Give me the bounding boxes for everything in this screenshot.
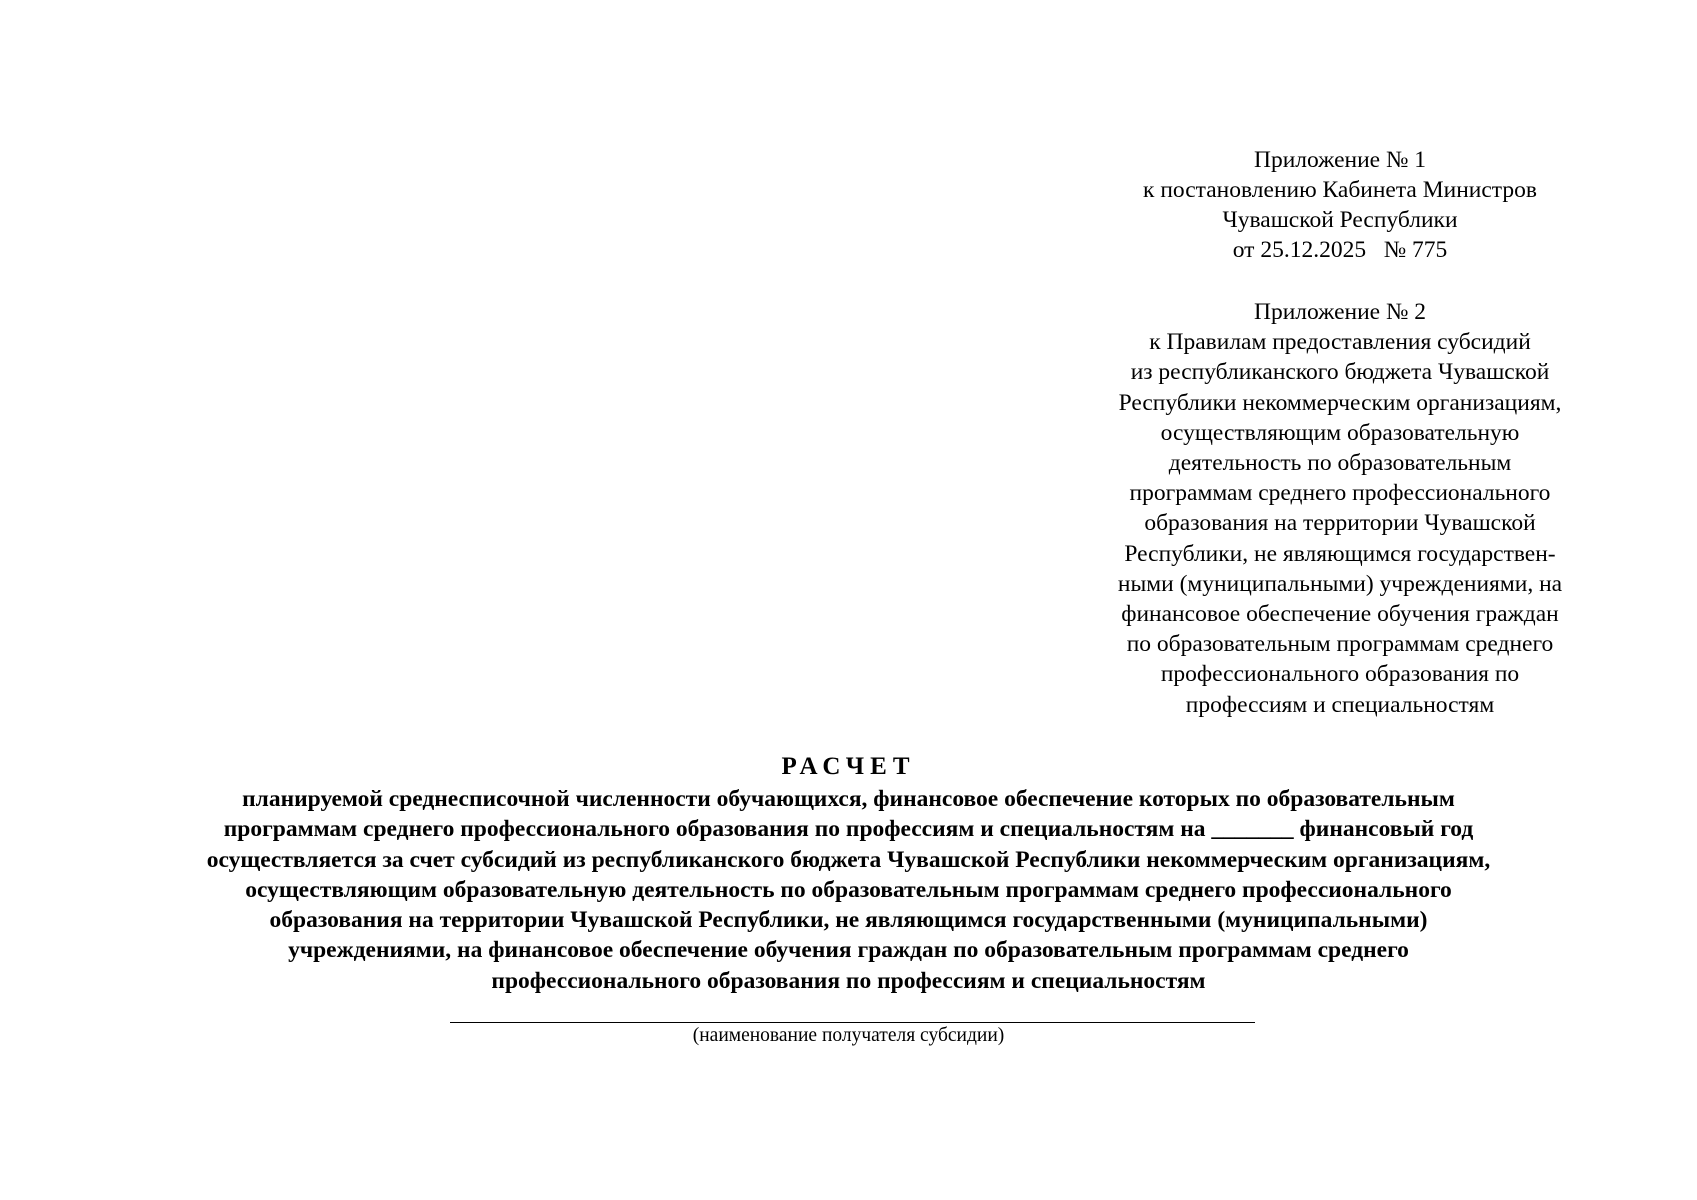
appendix-1-date-number: от 25.12.2025 № 775 — [1232, 237, 1448, 263]
appendix-2-line: по образовательным программам среднего — [1126, 631, 1554, 658]
subtitle-line: программам среднего профессионального образования по профессиям и специальностям на _______ финансовый год — [223, 816, 1474, 843]
appendix-2-line: ными (муниципальными) учреждениями, на — [1117, 570, 1563, 597]
subtitle-line: осуществляющим образовательную деятельность по образовательным программам среднего профессионального — [245, 876, 1452, 903]
appendix-1-line: Приложение № 1 — [1253, 147, 1427, 173]
document-subtitle — [0, 784, 1697, 996]
appendix-2-line: профессионального образования по — [1160, 661, 1520, 688]
appendix-2-line: программам среднего профессионального — [1129, 480, 1551, 507]
subtitle-line: планируемой среднесписочной численности обучающихся, финансовое обеспечение которых по образовательным — [242, 786, 1455, 812]
appendix-2-line: к Правилам предоставления субсидий — [1149, 329, 1531, 356]
document-title: РАСЧЕТ — [781, 753, 916, 780]
appendix-1-line: Чувашской Республики — [1222, 207, 1458, 233]
appendix-2-line: Приложение № 2 — [1253, 299, 1427, 325]
appendix-2-line: Республики, не являющимся государствен- — [1124, 540, 1556, 567]
appendix-1-line: к постановлению Кабинета Министров — [1143, 177, 1537, 203]
appendix-2-line: образования на территории Чувашской — [1144, 510, 1536, 537]
appendix-1-header — [1000, 145, 1680, 265]
appendix-2-line: из республиканского бюджета Чувашской — [1130, 359, 1550, 386]
appendix-2-line: финансовое обеспечение обучения граждан — [1121, 601, 1559, 628]
appendix-2-line: осуществляющим образовательную — [1160, 419, 1520, 446]
appendix-2-line: деятельность по образовательным — [1168, 450, 1512, 477]
subtitle-line: профессионального образования по профессиям и специальностям — [491, 967, 1206, 994]
appendix-2-line: профессиям и специальностям — [1185, 691, 1495, 718]
appendix-2-line: Республики некоммерческим организациям, — [1118, 389, 1562, 416]
recipient-caption: (наименование получателя субсидии) — [692, 1025, 1005, 1046]
subtitle-line: образования на территории Чувашской Республики, не являющимся государственными (муниципальными) — [269, 907, 1428, 934]
subtitle-line: учреждениями, на финансовое обеспечение обучения граждан по образовательным программам среднего — [288, 937, 1409, 964]
subtitle-line: осуществляется за счет субсидий из республиканского бюджета Чувашской Республики некоммерческим организациям, — [206, 846, 1491, 873]
appendix-2-header — [1000, 297, 1680, 720]
